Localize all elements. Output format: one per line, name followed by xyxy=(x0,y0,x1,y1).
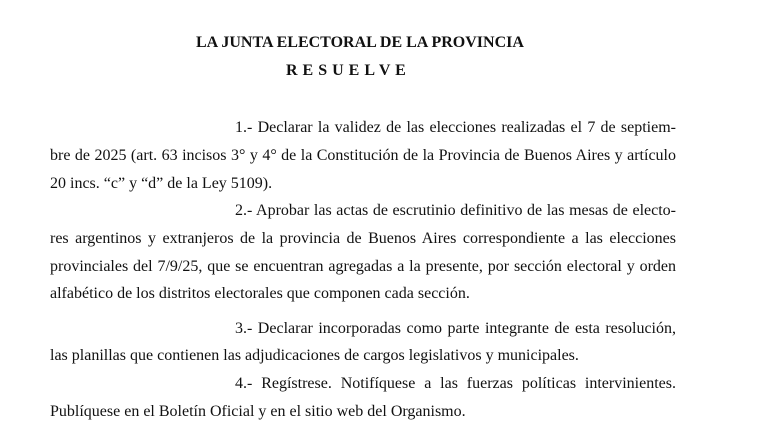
paragraph-3-line-1: 3.- Declarar incorporadas como parte integrante de esta resolución, xyxy=(235,320,676,337)
paragraph-2-line-1: 2.- Aprobar las actas de escrutinio definitivo de las mesas de electo- xyxy=(235,202,676,219)
resolution-heading: LA JUNTA ELECTORAL DE LA PROVINCIA xyxy=(196,34,524,51)
paragraph-1-line-1: 1.- Declarar la validez de las elecciones realizadas el 7 de septiem- xyxy=(235,119,676,136)
resuelve-heading: R E S U E L V E xyxy=(286,62,407,79)
paragraph-2-line-2: res argentinos y extranjeros de la provincia de Buenos Aires correspondiente a las elecciones xyxy=(50,230,676,247)
paragraph-4-line-2: Publíquese en el Boletín Oficial y en el sitio web del Organismo. xyxy=(50,403,466,420)
paragraph-4-line-1: 4.- Regístrese. Notifíquese a las fuerzas políticas intervinientes. xyxy=(235,375,676,392)
paragraph-3-line-2: las planillas que contienen las adjudicaciones de cargos legislativos y municipales. xyxy=(50,347,579,364)
paragraph-2-line-3: provinciales del 7/9/25, que se encuentran agregadas a la presente, por sección electoral y orden xyxy=(50,258,676,275)
paragraph-2-line-4: alfabético de los distritos electorales que componen cada sección. xyxy=(50,285,470,302)
paragraph-1-line-3: 20 incs. “c” y “d” de la Ley 5109). xyxy=(50,175,273,192)
paragraph-1-line-2: bre de 2025 (art. 63 incisos 3° y 4° de la Constitución de la Provincia de Buenos Aires y artículo xyxy=(50,147,676,164)
